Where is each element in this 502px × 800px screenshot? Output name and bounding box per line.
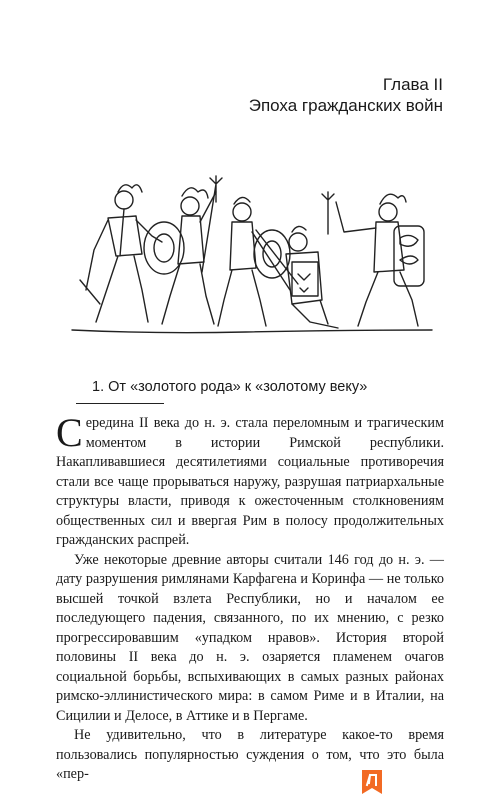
- paragraph-1-text: ередина II века до н. э. стала переломным и трагическим моментом в истории Римской республики. Накапливавшиеся десятилетиями социальные противоречия стали все чаще прорываться наружу, разрушая патриархальные структуры власти, приводя к ожесточенным столкновениям общественных сил и ввергая Рим в полосу продолжительных гражданских распрей.: [56, 415, 444, 548]
- body-text: [56, 410, 444, 785]
- drop-cap: С: [56, 410, 83, 455]
- chapter-heading: [249, 74, 443, 116]
- section-title: 1. От «золотого рода» к «золотому веку»: [92, 379, 368, 395]
- gladiators-illustration: [66, 172, 438, 340]
- chapter-number: Глава II: [382, 75, 443, 94]
- litres-logo-icon: [358, 768, 386, 794]
- paragraph-1: [56, 410, 444, 551]
- section-rule: [76, 403, 164, 404]
- paragraph-3: Не удивительно, что в литературе какое-то время пользовались популярностью суждения о том, что это была «пер-: [56, 727, 444, 782]
- paragraph-2: Уже некоторые древние авторы считали 146 год до н. э. — дату разрушения римлянами Карфагена и Коринфа — не только высшей точкой взлета Республики, но и началом ее последующего падения, связанного, по их мнению, с резко прогрессировавшим «упадком нравов». История второй половины II века до н. э. озаряется пламенем очагов социальной борьбы, вспыхивающих в самых разных районах римско-эллинистического мира: в самом Риме и в Италии, на Сицилии и Делосе, в Аттике и в Пергаме.: [56, 551, 444, 724]
- chapter-title: Эпоха гражданских войн: [248, 96, 443, 115]
